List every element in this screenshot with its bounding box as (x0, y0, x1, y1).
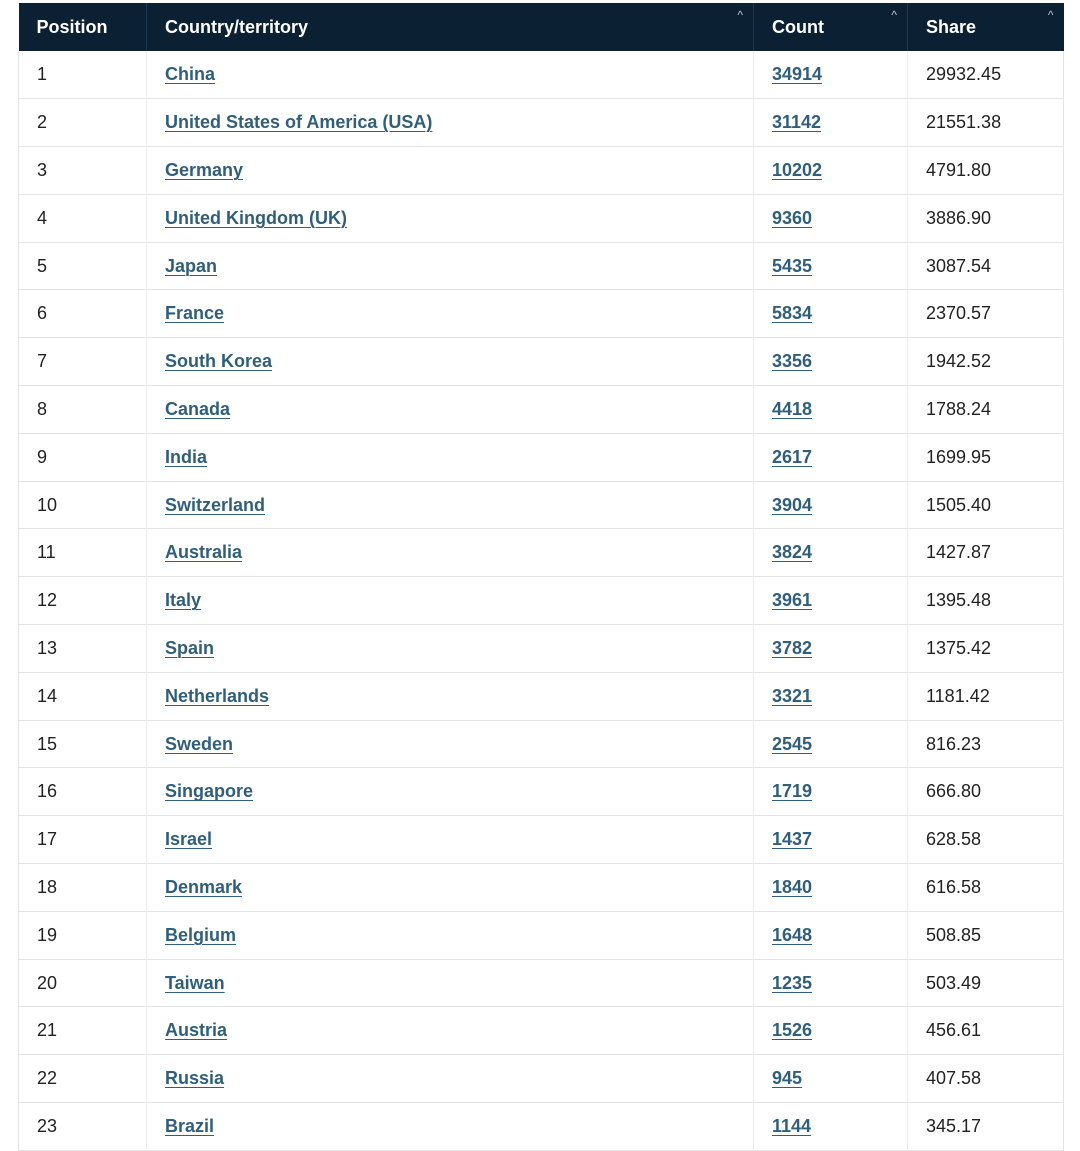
country-link[interactable]: Belgium (165, 924, 237, 945)
count-link[interactable]: 1840 (772, 876, 813, 897)
country-link[interactable]: Australia (165, 542, 243, 563)
share-cell: 21551.38 (908, 99, 1064, 147)
table-row (19, 51, 1064, 99)
count-column-header[interactable] (754, 3, 908, 51)
country-link[interactable]: Brazil (165, 1115, 215, 1136)
count-cell (754, 625, 908, 673)
table-row (19, 720, 1064, 768)
table-row (19, 625, 1064, 673)
position-cell: 12 (19, 577, 147, 625)
share-cell: 816.23 (908, 720, 1064, 768)
country-cell (147, 1103, 754, 1151)
table-body (19, 51, 1064, 1150)
country-cell (147, 529, 754, 577)
share-cell: 1699.95 (908, 433, 1064, 481)
country-cell (147, 864, 754, 912)
share-cell: 508.85 (908, 911, 1064, 959)
country-cell (147, 290, 754, 338)
country-link[interactable]: United Kingdom (UK) (165, 207, 347, 228)
country-link[interactable]: Denmark (165, 876, 243, 897)
sort-arrow-icon[interactable]: ^ (891, 8, 897, 22)
count-link[interactable]: 34914 (772, 64, 823, 85)
position-cell: 14 (19, 672, 147, 720)
share-cell: 407.58 (908, 1055, 1064, 1103)
table-row (19, 816, 1064, 864)
country-link[interactable]: Israel (165, 829, 213, 850)
count-link[interactable]: 3321 (772, 685, 813, 706)
position-cell: 13 (19, 625, 147, 673)
count-cell (754, 386, 908, 434)
country-link[interactable]: Switzerland (165, 494, 266, 515)
country-cell (147, 1007, 754, 1055)
country-cell (147, 433, 754, 481)
position-cell: 18 (19, 864, 147, 912)
position-cell: 21 (19, 1007, 147, 1055)
share-cell: 616.58 (908, 864, 1064, 912)
country-cell (147, 1055, 754, 1103)
country-link[interactable]: Russia (165, 1068, 225, 1089)
table-row (19, 290, 1064, 338)
country-link[interactable]: South Korea (165, 351, 273, 372)
table-row (19, 959, 1064, 1007)
count-link[interactable]: 945 (772, 1068, 803, 1089)
share-cell: 3886.90 (908, 194, 1064, 242)
country-cell (147, 194, 754, 242)
country-cell (147, 147, 754, 195)
position-cell: 23 (19, 1103, 147, 1151)
count-cell (754, 816, 908, 864)
country-cell (147, 338, 754, 386)
table-header (19, 3, 1064, 51)
header-row (19, 3, 1064, 51)
share-cell: 3087.54 (908, 242, 1064, 290)
count-link[interactable]: 1719 (772, 781, 813, 802)
count-link[interactable]: 5834 (772, 303, 813, 324)
table-row (19, 768, 1064, 816)
count-link[interactable]: 1144 (772, 1115, 812, 1136)
count-link[interactable]: 3961 (772, 590, 813, 611)
position-cell: 8 (19, 386, 147, 434)
count-cell (754, 338, 908, 386)
country-link[interactable]: Germany (165, 159, 244, 180)
country-link[interactable]: China (165, 64, 216, 85)
count-header-label: Count (772, 16, 824, 37)
position-cell: 1 (19, 51, 147, 99)
country-cell (147, 959, 754, 1007)
country-link[interactable]: Italy (165, 590, 202, 611)
country-cell (147, 99, 754, 147)
share-column-header[interactable] (908, 3, 1064, 51)
position-cell: 20 (19, 959, 147, 1007)
count-link[interactable]: 1526 (772, 1020, 813, 1041)
country-cell (147, 816, 754, 864)
count-link[interactable]: 3824 (772, 542, 813, 563)
position-cell: 5 (19, 242, 147, 290)
country-cell (147, 577, 754, 625)
share-cell: 1505.40 (908, 481, 1064, 529)
country-link[interactable]: Japan (165, 255, 218, 276)
share-cell: 666.80 (908, 768, 1064, 816)
ranking-table (18, 3, 1064, 1151)
table-row (19, 481, 1064, 529)
count-cell (754, 433, 908, 481)
count-cell (754, 242, 908, 290)
country-cell (147, 481, 754, 529)
share-cell: 1788.24 (908, 386, 1064, 434)
share-cell: 1427.87 (908, 529, 1064, 577)
country-cell (147, 911, 754, 959)
count-cell (754, 959, 908, 1007)
count-cell (754, 1007, 908, 1055)
count-link[interactable]: 9360 (772, 207, 813, 228)
count-link[interactable]: 3356 (772, 351, 813, 372)
count-link[interactable]: 2617 (772, 446, 813, 467)
count-link[interactable]: 4418 (772, 398, 813, 419)
share-cell: 503.49 (908, 959, 1064, 1007)
count-link[interactable]: 1437 (772, 829, 813, 850)
position-cell: 15 (19, 720, 147, 768)
count-cell (754, 1103, 908, 1151)
table-row (19, 147, 1064, 195)
position-cell: 11 (19, 529, 147, 577)
country-cell (147, 51, 754, 99)
count-cell (754, 720, 908, 768)
share-cell: 4791.80 (908, 147, 1064, 195)
position-cell: 4 (19, 194, 147, 242)
position-cell: 7 (19, 338, 147, 386)
count-link[interactable]: 3782 (772, 637, 813, 658)
country-cell (147, 386, 754, 434)
count-cell (754, 529, 908, 577)
table-row (19, 338, 1064, 386)
position-cell: 2 (19, 99, 147, 147)
count-cell (754, 481, 908, 529)
table-row (19, 1007, 1064, 1055)
share-header-label: Share (926, 16, 977, 37)
position-cell: 17 (19, 816, 147, 864)
share-cell: 1375.42 (908, 625, 1064, 673)
count-link[interactable]: 1235 (772, 972, 813, 993)
table-row (19, 911, 1064, 959)
position-cell: 3 (19, 147, 147, 195)
count-link[interactable]: 3904 (772, 494, 813, 515)
country-cell (147, 672, 754, 720)
count-link[interactable]: 10202 (772, 159, 823, 180)
country-link[interactable]: India (165, 446, 208, 467)
country-cell (147, 242, 754, 290)
share-cell: 628.58 (908, 816, 1064, 864)
country-link[interactable]: Canada (165, 398, 231, 419)
country-link[interactable]: France (165, 303, 225, 324)
ranking-table-container (18, 3, 1063, 1151)
count-cell (754, 672, 908, 720)
position-cell: 6 (19, 290, 147, 338)
table-row (19, 194, 1064, 242)
table-row (19, 1055, 1064, 1103)
sort-arrow-icon[interactable]: ^ (1047, 8, 1054, 22)
country-link[interactable]: Austria (165, 1020, 228, 1041)
count-cell (754, 911, 908, 959)
count-cell (754, 864, 908, 912)
table-row (19, 864, 1064, 912)
table-row (19, 529, 1064, 577)
share-cell: 2370.57 (908, 290, 1064, 338)
table-row (19, 386, 1064, 434)
share-cell: 1181.42 (908, 672, 1064, 720)
country-header-label: Country/territory (165, 16, 309, 37)
share-cell: 29932.45 (908, 51, 1064, 99)
position-cell: 16 (19, 768, 147, 816)
count-cell (754, 51, 908, 99)
count-link[interactable]: 2545 (772, 733, 813, 754)
count-cell (754, 194, 908, 242)
share-cell: 345.17 (908, 1103, 1064, 1151)
share-cell: 456.61 (908, 1007, 1064, 1055)
table-row (19, 1103, 1064, 1151)
country-cell (147, 720, 754, 768)
country-cell (147, 625, 754, 673)
table-row (19, 99, 1064, 147)
position-header-label: Position (36, 16, 108, 37)
country-link[interactable]: Spain (165, 637, 215, 658)
count-link[interactable]: 1648 (772, 924, 813, 945)
country-column-header[interactable] (147, 3, 754, 51)
country-link[interactable]: United States of America (USA) (165, 112, 433, 133)
count-cell (754, 768, 908, 816)
position-cell: 19 (19, 911, 147, 959)
position-cell: 10 (19, 481, 147, 529)
count-cell (754, 577, 908, 625)
table-row (19, 433, 1064, 481)
country-link[interactable]: Netherlands (165, 685, 270, 706)
share-cell: 1942.52 (908, 338, 1064, 386)
table-row (19, 242, 1064, 290)
count-cell (754, 147, 908, 195)
count-link[interactable]: 31142 (772, 112, 822, 133)
share-cell: 1395.48 (908, 577, 1064, 625)
country-link[interactable]: Sweden (165, 733, 234, 754)
table-row (19, 577, 1064, 625)
country-link[interactable]: Singapore (165, 781, 254, 802)
sort-arrow-icon[interactable]: ^ (737, 8, 743, 22)
position-cell: 22 (19, 1055, 147, 1103)
count-link[interactable]: 5435 (772, 255, 813, 276)
position-column-header[interactable] (19, 3, 147, 51)
country-cell (147, 768, 754, 816)
table-row (19, 672, 1064, 720)
position-cell: 9 (19, 433, 147, 481)
count-cell (754, 290, 908, 338)
count-cell (754, 1055, 908, 1103)
country-link[interactable]: Taiwan (165, 972, 225, 993)
count-cell (754, 99, 908, 147)
